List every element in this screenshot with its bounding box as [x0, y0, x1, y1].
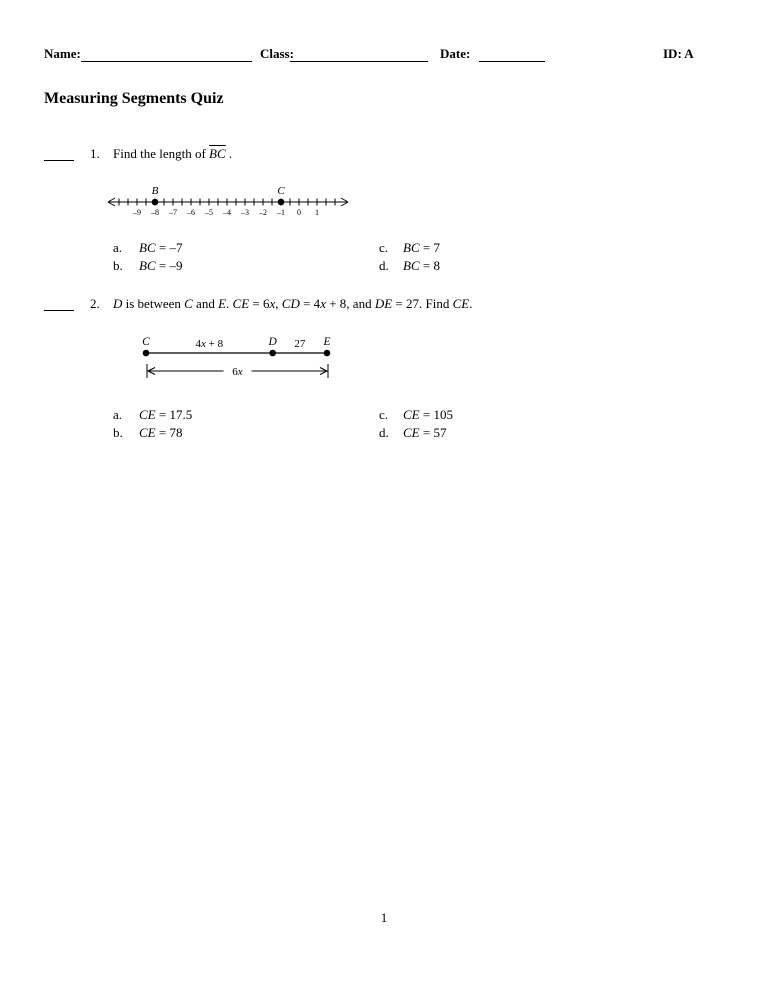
svg-text:–5: –5	[205, 208, 213, 217]
q2-prompt: D is between C and E. CE = 6x, CD = 4x + 8, and DE = 27. Find CE.	[113, 296, 473, 311]
q1-choice-b-text: BC = –9	[139, 258, 183, 273]
q2-choice-b: b.	[113, 425, 123, 440]
q1-prompt: Find the length of $\overline{BC}$ .	[113, 146, 233, 161]
q2-number: 2.	[90, 296, 100, 311]
q1-number: 1.	[90, 146, 100, 161]
svg-text:0: 0	[297, 208, 301, 217]
page-title: Measuring Segments Quiz	[44, 90, 224, 107]
class-blank[interactable]	[290, 47, 428, 62]
svg-text:–1: –1	[277, 208, 285, 217]
svg-text:B: B	[151, 185, 159, 197]
q1-choice-a-text: BC = –7	[139, 240, 183, 255]
svg-text:C: C	[277, 185, 285, 197]
svg-text:27: 27	[294, 338, 306, 350]
q2-choice-d: d.	[379, 425, 389, 440]
q2-choice-c: c.	[379, 407, 389, 422]
q1-choice-a: a.	[113, 240, 123, 255]
q2-choice-d-text: CE = 57	[403, 425, 447, 440]
q2-choice-a: a.	[113, 407, 123, 422]
q1-answer-blank[interactable]	[44, 146, 74, 161]
number-line-diagram	[100, 180, 356, 220]
q2-choice-b-text: CE = 78	[139, 425, 183, 440]
q1-choice-b: b.	[113, 258, 123, 273]
q2-answer-blank[interactable]	[44, 296, 74, 311]
segment-diagram	[135, 330, 345, 385]
q2-choice-c-text: CE = 105	[403, 407, 453, 422]
name-blank[interactable]	[81, 47, 252, 62]
svg-text:–2: –2	[259, 208, 267, 217]
svg-text:–4: –4	[223, 208, 231, 217]
q1-choice-c: c.	[379, 240, 389, 255]
date-blank[interactable]	[479, 47, 545, 62]
svg-text:E: E	[323, 336, 331, 348]
svg-text:–9: –9	[133, 208, 141, 217]
name-label: Name:	[44, 46, 81, 61]
q1-choice-d: d.	[379, 258, 389, 273]
svg-text:–3: –3	[241, 208, 249, 217]
svg-text:–6: –6	[187, 208, 195, 217]
svg-text:6x: 6x	[232, 366, 243, 378]
svg-text:–7: –7	[169, 208, 177, 217]
q2-choice-a-text: CE = 17.5	[139, 407, 193, 422]
page-number: 1	[380, 910, 388, 925]
date-label: Date:	[440, 46, 471, 61]
id-label: ID: A	[663, 46, 694, 61]
svg-text:4x + 8: 4x + 8	[195, 338, 224, 350]
svg-text:D: D	[268, 336, 277, 348]
q1-choice-c-text: BC = 7	[403, 240, 440, 255]
q1-choice-d-text: BC = 8	[403, 258, 440, 273]
class-label: Class:	[260, 46, 294, 61]
svg-text:1: 1	[315, 208, 319, 217]
svg-text:–8: –8	[151, 208, 159, 217]
svg-text:C: C	[142, 336, 150, 348]
